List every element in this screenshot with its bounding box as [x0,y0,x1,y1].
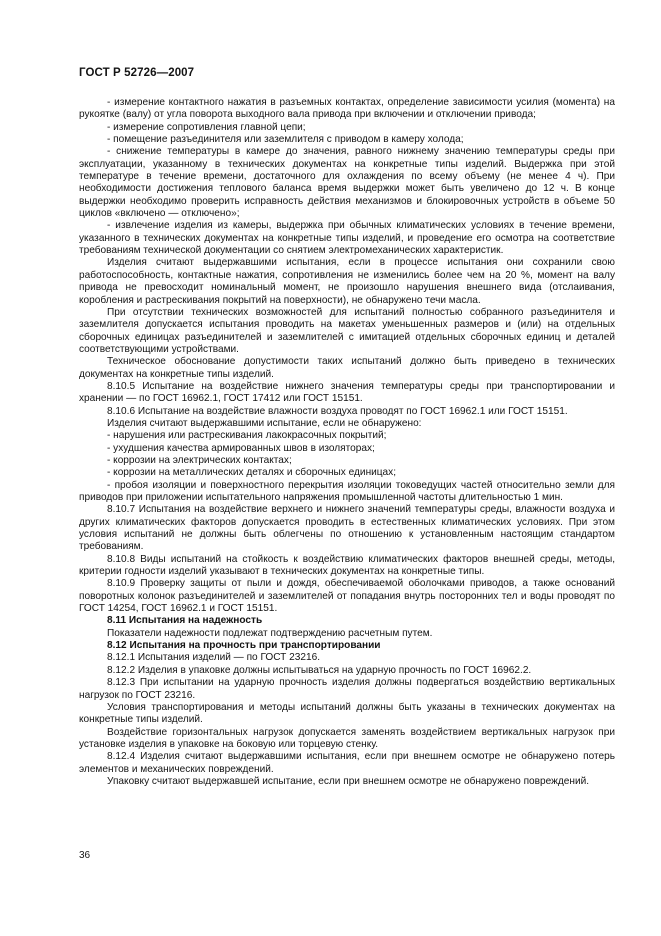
clause-8-10-6: 8.10.6 Испытание на воздействие влажности воздуха проводят по ГОСТ 16962.1 или ГОСТ 15151. [107,405,568,417]
clause-8-12-4: 8.12.4 Изделия считают выдержавшими испытания, если при внешнем осмотре не обнаружено потерь элементов и механических повреждений. [79,751,615,775]
clause-8-12-3: 8.12.3 При испытании на ударную прочность изделия должны подвергаться воздействию вертикальных нагрузок по ГОСТ 23216. [79,677,615,701]
list-item: - помещение разъединителя или заземлителя с приводом в камеру холода; [107,134,464,146]
clause-8-10-9: 8.10.9 Проверку защиты от пыли и дождя, обеспечиваемой оболочками приводов, а также оснований поворотных колонок разъединителей и заземлителей от попадания внутрь посторонних тел и воды проводят по ГОСТ 14254, ГОСТ 16962.1 и ГОСТ 15151. [79,578,615,615]
section-heading-8-11: 8.11 Испытания на надежность [107,615,263,627]
document-body [79,97,615,788]
paragraph: Показатели надежности подлежат подтверждению расчетным путем. [107,627,433,639]
list-item: - извлечение изделия из камеры, выдержка при обычных климатических условиях в течение времени, указанного в технических документах на конкретные типы изделий, и проведение его осмотра на соответствие требованиям технической документации со снятием электромеханических характеристик. [79,220,615,257]
clause-8-10-7: 8.10.7 Испытания на воздействие верхнего и нижнего значений температуры среды, влажности воздуха и других климатических факторов допускается проводить в естественных климатических условиях. При этом условия испытаний не должны быть облегчены по отношению к установленным настоящим стандартом требованиям. [79,504,615,553]
clause-8-12-2: 8.12.2 Изделия в упаковке должны испытываться на ударную прочность по ГОСТ 16962.2. [107,664,532,676]
paragraph: Воздействие горизонтальных нагрузок допускается заменять воздействием вертикальных нагрузок при установке изделия в упаковке на боковую или торцевую стенку. [79,726,615,750]
list-item: - измерение сопротивления главной цепи; [107,121,306,133]
paragraph: Техническое обоснование допустимости таких испытаний должно быть приведено в технических документах на конкретные типы изделий. [79,356,615,380]
list-item: - пробоя изоляции и поверхностного перекрытия изоляции токоведущих частей относительно земли для приводов при приложении испытательного напряжения промышленной частоты длительностью 1 мин. [79,479,615,503]
document-header: ГОСТ Р 52726—2007 [79,67,195,79]
paragraph: Изделия считают выдержавшими испытания, если в процессе испытания они сохранили свою работоспособность, контактные нажатия, сопротивления не изменились более чем на 20 %, момент на валу привода не превосходит номинальный момент, не произошло нарушения внешнего вида (отслаивания, коробления и растрескивания покрытий на поверхности), не обнаружено течи масла. [79,257,615,306]
clause-8-10-5: 8.10.5 Испытание на воздействие нижнего значения температуры среды при транспортировании и хранении — по ГОСТ 16962.1, ГОСТ 17412 или ГОСТ 15151. [79,380,615,405]
list-item: - нарушения или растрескивания лакокрасочных покрытий; [107,430,387,442]
page-number: 36 [79,850,91,861]
section-heading-8-12: 8.12 Испытания на прочность при транспортировании [107,640,381,652]
paragraph: При отсутствии технических возможностей для испытаний полностью собранного разъединителя и заземлителя допускается испытания проводить на макетах уменьшенных размеров и (или) на отдельных сборочных единицах разъединителей и заземлителей с имитацией отдельных сборочных единиц и деталей соответствующими устройствами. [79,306,615,355]
list-item: - коррозии на электрических контактах; [107,454,292,466]
list-item: - ухудшения качества армированных швов в изоляторах; [107,442,375,454]
clause-8-10-8: 8.10.8 Виды испытаний на стойкость к воздействию климатических факторов внешней среды, методы, критерии годности изделий указывают в технических документах на конкретные типы. [79,553,615,578]
clause-8-12-1: 8.12.1 Испытания изделий — по ГОСТ 23216. [107,652,321,664]
list-item: - коррозии на металлических деталях и сборочных единицах; [107,467,397,479]
paragraph: - измерение контактного нажатия в разъемных контактах, определение зависимости усилия (момента) на рукоятке (валу) от угла поворота выходного вала привода при включении и отключении привода; [79,97,615,121]
list-item: - снижение температуры в камере до значения, равного нижнему значению температуры среды при эксплуатации, указанному в технических документах на конкретные типы изделий. Выдержка при этой температуре в течение времени, достаточного для охлаждения по всему объему (не менее 4 ч). При необходимости достижения теплового баланса время выдержки может быть увеличено до 12 ч. В конце выдержки необходимо проверить исправность действия механизмов и блокировочных устройств в объеме 50 циклов «включено — отключено»; [79,146,615,220]
paragraph: Упаковку считают выдержавшей испытание, если при внешнем осмотре не обнаружено повреждений. [107,775,590,787]
paragraph: Условия транспортирования и методы испытаний должны быть указаны в технических документах на конкретные типы изделий. [79,701,615,726]
paragraph: Изделия считают выдержавшими испытание, если не обнаружено: [107,417,422,429]
